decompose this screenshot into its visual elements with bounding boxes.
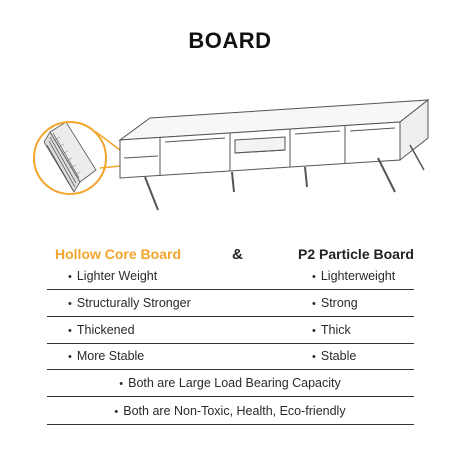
divider-line xyxy=(47,369,414,370)
hollow-core-board-heading: Hollow Core Board xyxy=(55,246,182,262)
bullet-icon: • xyxy=(312,351,316,363)
hollow-core-attribute: • More Stable xyxy=(68,349,145,363)
bullet-icon: • xyxy=(114,406,119,418)
hollow-core-attribute: • Lighter Weight xyxy=(68,269,158,283)
bullet-icon: • xyxy=(312,325,316,337)
ampersand-separator: & xyxy=(232,246,243,263)
board-cross-section-detail xyxy=(34,122,106,194)
bullet-icon: • xyxy=(68,271,72,283)
divider-line xyxy=(47,289,414,290)
hollow-core-attribute: • Thickened xyxy=(68,323,135,337)
particle-board-heading: P2 Particle Board xyxy=(298,246,414,262)
page-title: BOARD xyxy=(188,28,272,53)
particle-board-attribute: • Strong xyxy=(312,296,358,310)
divider-line xyxy=(47,424,414,425)
divider-line xyxy=(47,343,414,344)
bullet-icon: • xyxy=(68,325,72,337)
bullet-icon: • xyxy=(68,351,72,363)
divider-line xyxy=(47,316,414,317)
particle-board-attribute: • Lighterweight xyxy=(312,269,396,283)
tv-stand-cabinet xyxy=(120,100,428,210)
shared-attribute: • Both are Non-Toxic, Health, Eco-friendly xyxy=(114,404,346,418)
hollow-core-attribute: • Structurally Stronger xyxy=(68,296,191,310)
bullet-icon: • xyxy=(312,271,316,283)
divider-line xyxy=(47,396,414,397)
bullet-icon: • xyxy=(312,298,316,310)
bullet-icon: • xyxy=(119,378,124,390)
particle-board-attribute: • Thick xyxy=(312,323,351,337)
particle-board-attribute: • Stable xyxy=(312,349,357,363)
shared-attribute: • Both are Large Load Bearing Capacity xyxy=(119,376,341,390)
bullet-icon: • xyxy=(68,298,72,310)
